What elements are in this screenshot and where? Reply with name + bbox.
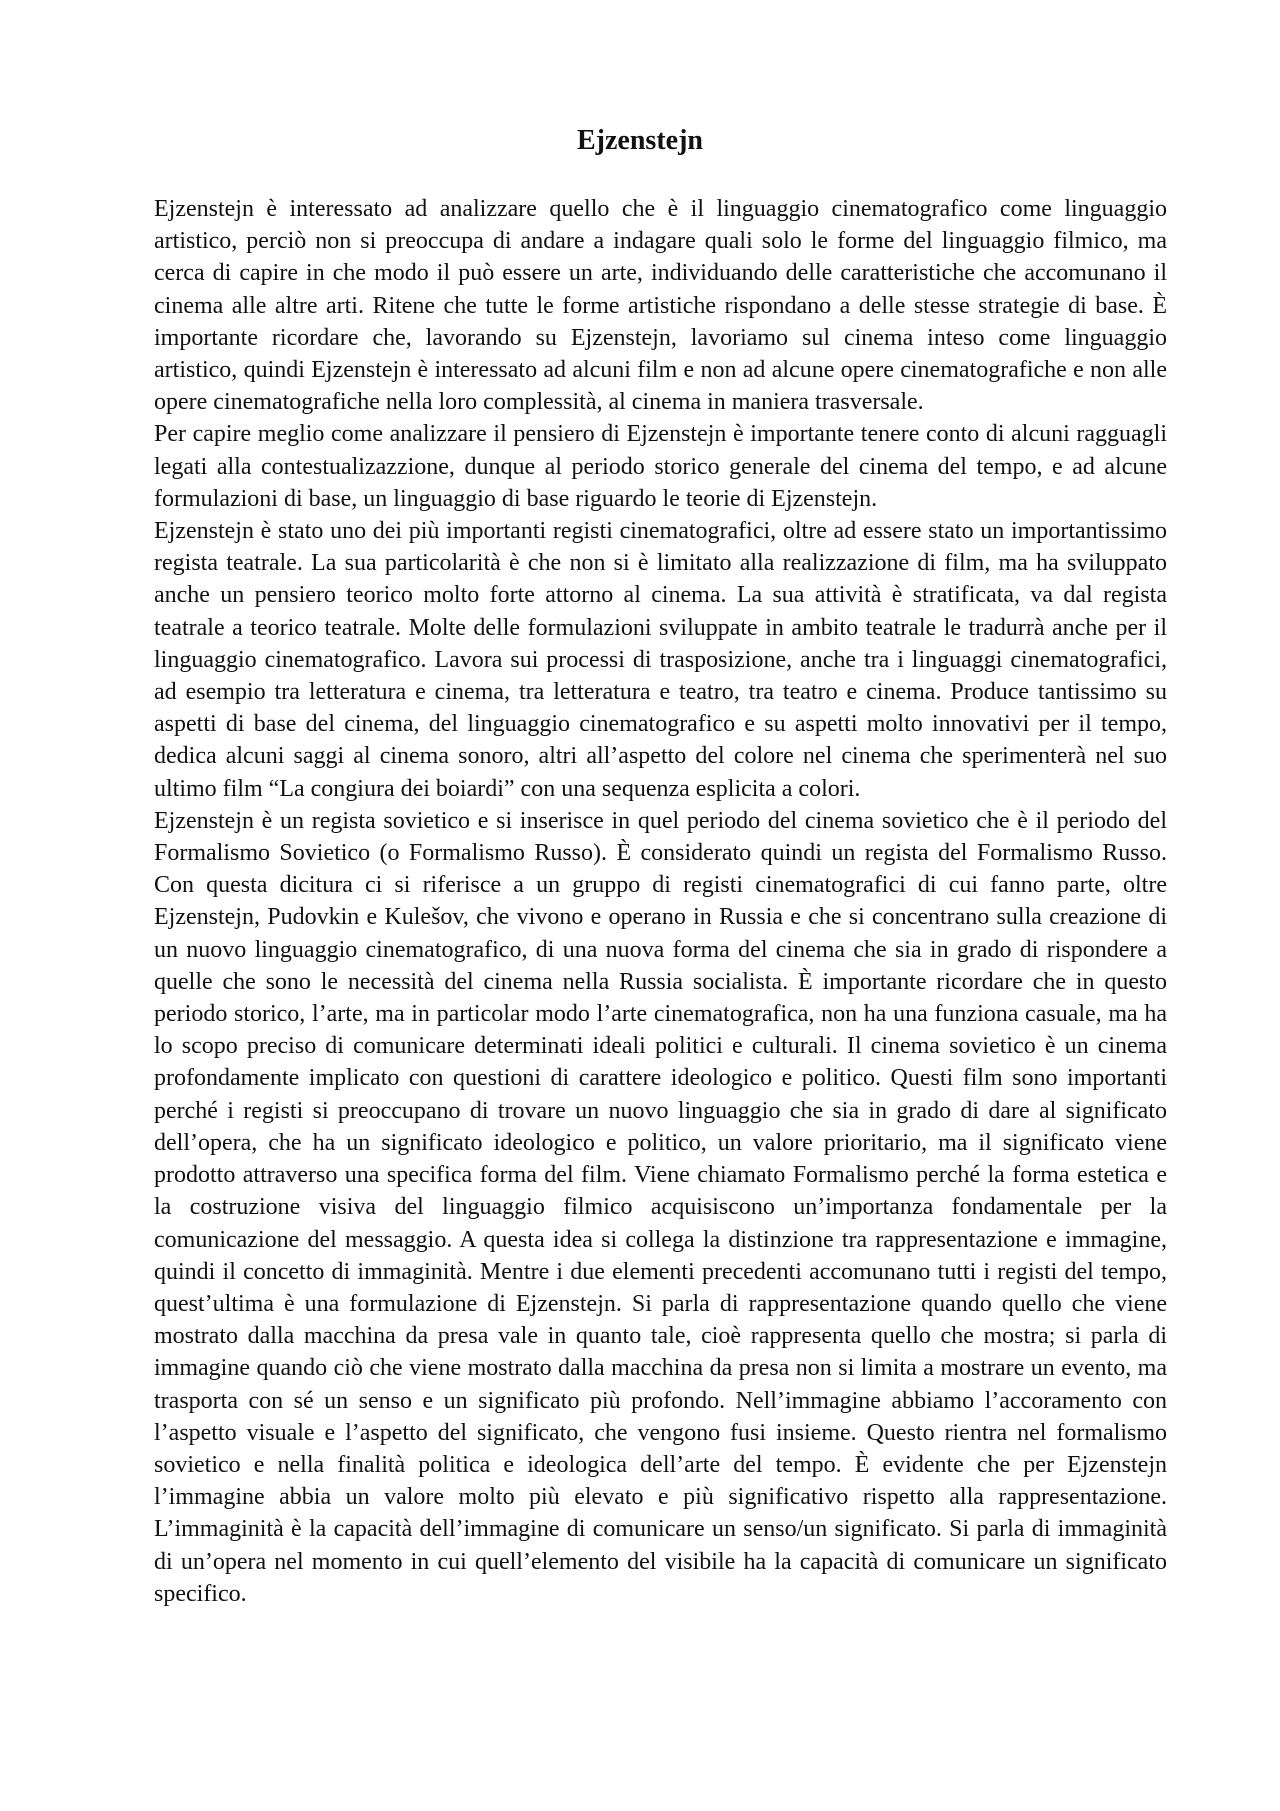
paragraph-intro: Ejzenstejn è interessato ad analizzare quello che è il linguaggio cinematografico come linguaggio artistico, perciò non si preoccupa di andare a indagare quali solo le forme del linguaggio filmico, ma cerca di capire in che modo il può essere un arte, individuando delle caratteristiche che accomunano il cinema alle altre arti. Ritene che tutte le forme artistiche rispondano a delle stesse strategie di base. È importante ricordare che, lavorando su Ejzenstejn, lavoriamo sul cinema inteso come linguaggio artistico, quindi Ejzenstejn è interessato ad alcuni film e non ad alcune opere cinematografiche e non alle opere cinematografiche nella loro complessità, al cinema in maniera trasversale. (154, 196, 1167, 416)
page-title: Ejzenstejn (577, 125, 703, 156)
paragraph-context: Per capire meglio come analizzare il pensiero di Ejzenstejn è importante tenere conto di alcuni ragguagli legati alla contestualizazzione, dunque al periodo storico generale del cinema del tempo, e ad alcune formulazioni di base, un linguaggio di base riguardo le teorie di Ejzenstejn. (154, 421, 1167, 512)
document-body (154, 193, 1167, 1610)
paragraph-career: Ejzenstejn è stato uno dei più importanti registi cinematografici, oltre ad essere stato un importantissimo regista teatrale. La sua particolarità è che non si è limitato alla realizzazione di film, ma ha sviluppato anche un pensiero teorico molto forte attorno al cinema. La sua attività è stratificata, va dal regista teatrale a teorico teatrale. Molte delle formulazioni sviluppate in ambito teatrale le tradurrà anche per il linguaggio cinematografico. Lavora sui processi di trasposizione, anche tra i linguaggi cinematografici, ad esempio tra letteratura e cinema, tra letteratura e teatro, tra teatro e cinema. Produce tantissimo su aspetti di base del cinema, del linguaggio cinematografico e su aspetti molto innovativi per il tempo, dedica alcuni saggi al cinema sonoro, altri all’aspetto del colore nel cinema che sperimenterà nel suo ultimo film “La congiura dei boiardi” con una sequenza esplicita a colori. (154, 518, 1167, 802)
paragraph-formalism: Ejzenstejn è un regista sovietico e si inserisce in quel periodo del cinema sovietico che è il periodo del Formalismo Sovietico (o Formalismo Russo). È considerato quindi un regista del Formalismo Russo. Con questa dicitura ci si riferisce a un gruppo di registi cinematografici di cui fanno parte, oltre Ejzenstejn, Pudovkin e Kulešov, che vivono e operano in Russia e che si concentrano sulla creazione di un nuovo linguaggio cinematografico, di una nuova forma del cinema che sia in grado di rispondere a quelle che sono le necessità del cinema nella Russia socialista. È importante ricordare che in questo periodo storico, l’arte, ma in particolar modo l’arte cinematografica, non ha una funziona casuale, ma ha lo scopo preciso di comunicare determinati ideali politici e culturali. Il cinema sovietico è un cinema profondamente implicato con questioni di carattere ideologico e politico. Questi film sono importanti perché i registi si preoccupano di trovare un nuovo linguaggio che sia in grado di dare al significato dell’opera, che ha un significato ideologico e politico, un valore prioritario, ma il significato viene prodotto attraverso una specifica forma del film. Viene chiamato Formalismo perché la forma estetica e la costruzione visiva del linguaggio filmico acquisiscono un’importanza fondamentale per la comunicazione del messaggio. A questa idea si collega la distinzione tra rappresentazione e immagine, quindi il concetto di immaginità. Mentre i due elementi precedenti accomunano tutti i registi del tempo, quest’ultima è una formulazione di Ejzenstejn. Si parla di rappresentazione quando quello che viene mostrato dalla macchina da presa vale in quanto tale, cioè rappresenta quello che mostra; si parla di immagine quando ciò che viene mostrato dalla macchina da presa non si limita a mostrare un evento, ma trasporta con sé un senso e un significato più profondo. Nell’immagine abbiamo l’accoramento con l’aspetto visuale e l’aspetto del significato, che vengono fusi insieme. Questo rientra nel formalismo sovietico e nella finalità politica e ideologica dell’arte del tempo. È evidente che per Ejzenstejn l’immagine abbia un valore molto più elevato e più significativo rispetto alla rappresentazione. L’immaginità è la capacità dell’immagine di comunicare un senso/un significato. Si parla di immaginità di un’opera nel momento in cui quell’elemento del visibile ha la capacità di comunicare un significato specifico. (154, 807, 1167, 1607)
